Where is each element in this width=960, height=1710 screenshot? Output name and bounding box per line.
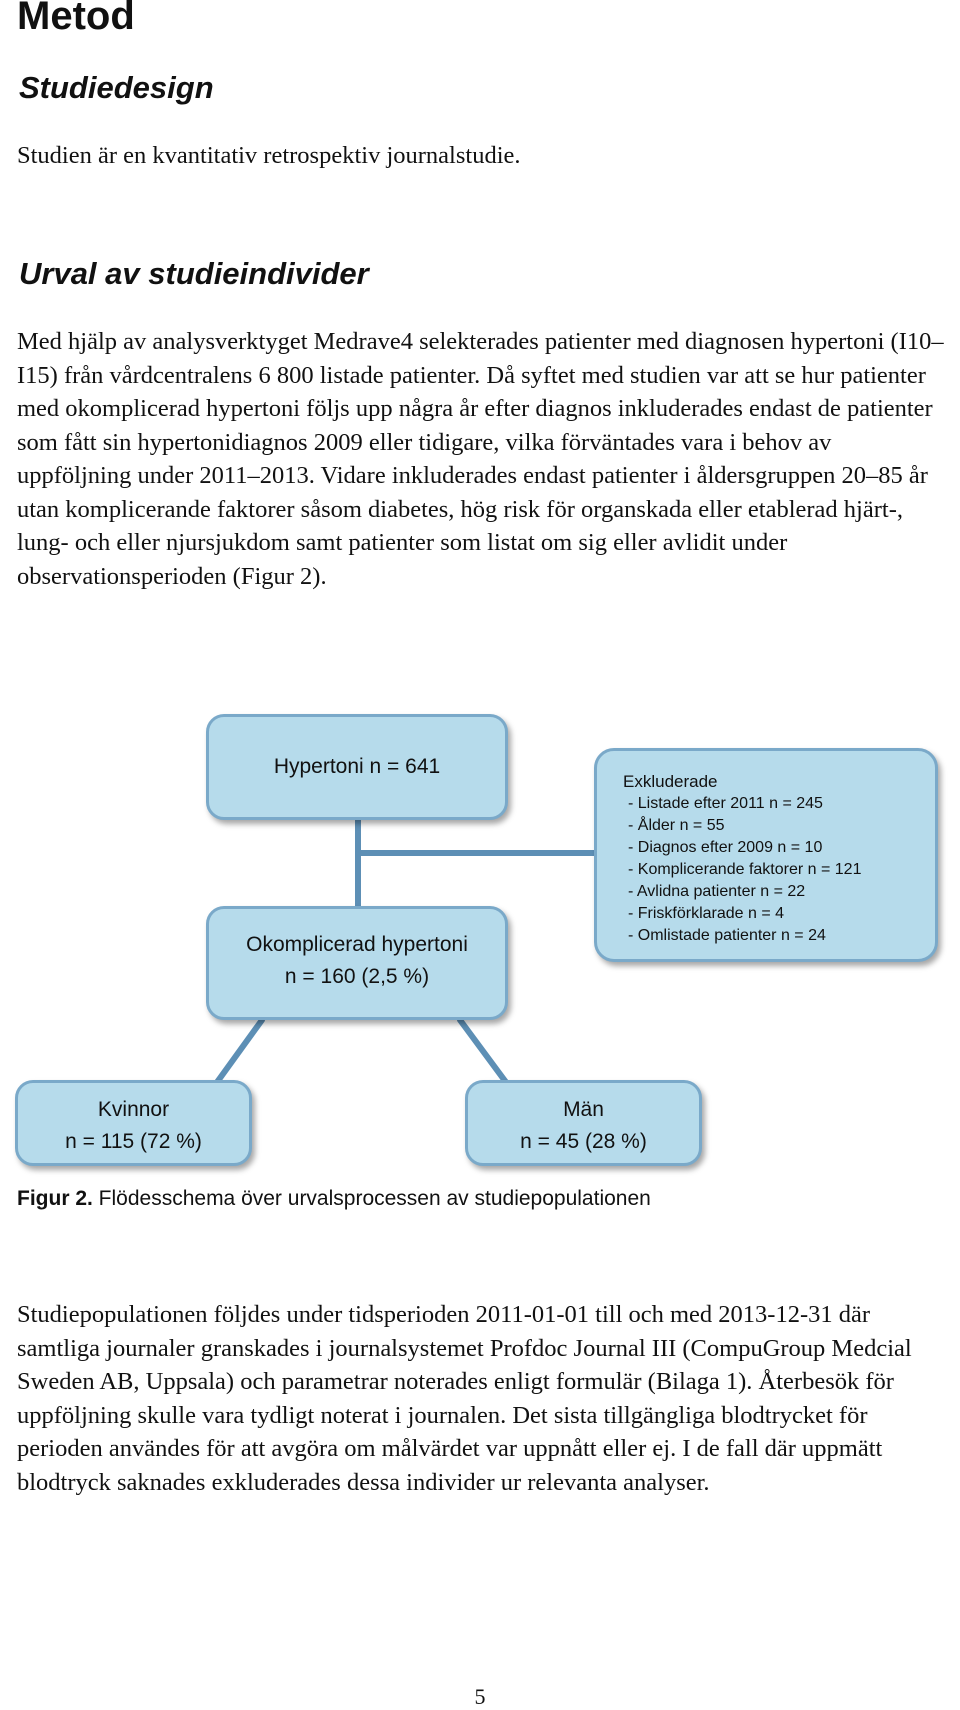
excluded-item: - Ålder n = 55 xyxy=(628,817,725,834)
figure-caption xyxy=(17,1187,651,1211)
excluded-item: - Omlistade patienter n = 24 xyxy=(628,927,826,944)
connector-to-men xyxy=(460,1020,508,1085)
paragraph-urval: Med hjälp av analysverktyget Medrave4 selekterades patienter med diagnosen hypertoni (I10–I15) från vårdcentralens 6 800 listade patienter. Då syftet med studien var att se hur patienter med okomplicerad hypertoni följs upp några år efter diagnos inkluderades endast de patienter som fått sin hypertonidiagnos 2009 eller tidigare, vilka förväntades vara i behov av uppföljning under 2011–2013. Vidare inkluderades endast patienter i åldersgruppen 20–85 år utan komplicerande faktorer såsom diabetes, hög risk för organskada eller etablerad hjärt-, lung- och eller njursjukdom samt patienter som listat om sig eller avlidit under observationsperioden (Figur 2). xyxy=(17,328,944,590)
okomplicerad-label: Okomplicerad hypertoni xyxy=(246,933,468,956)
excluded-item: - Friskförklarade n = 4 xyxy=(628,905,785,922)
women-label: Kvinnor xyxy=(97,1098,170,1121)
excluded-title: Exkluderade xyxy=(623,772,718,791)
caption-text: Flödesschema över urvalsprocessen av studiepopulationen xyxy=(92,1187,651,1210)
connector-to-women xyxy=(215,1020,262,1085)
women-count: n = 115 (72 %) xyxy=(65,1130,202,1153)
men-label: Män xyxy=(563,1098,604,1121)
okomplicerad-count: n = 160 (2,5 %) xyxy=(284,965,430,988)
flow-box-women xyxy=(15,1080,252,1166)
flow-box-men xyxy=(465,1080,702,1166)
excluded-item: - Avlidna patienter n = 22 xyxy=(628,883,806,900)
flow-box-okomplicerad xyxy=(206,906,508,1020)
flow-box-hypertoni xyxy=(206,714,508,820)
excluded-item: - Listade efter 2011 n = 245 xyxy=(628,795,823,812)
section-title-urval: Urval av studieindivider xyxy=(19,256,369,291)
excluded-item: - Diagnos efter 2009 n = 10 xyxy=(628,839,823,856)
paragraph-studiedesign: Studien är en kvantitativ retrospektiv journalstudie. xyxy=(17,142,521,169)
excluded-item: - Komplicerande faktorer n = 121 xyxy=(628,861,862,878)
section-title-studiedesign: Studiedesign xyxy=(19,70,214,105)
flow-box-excluded xyxy=(594,748,938,962)
caption-label: Figur 2. xyxy=(17,1187,93,1210)
page-heading: Metod xyxy=(17,0,135,38)
paragraph-studiepopulation: Studiepopulationen följdes under tidsperioden 2011-01-01 till och med 2013-12-31 där samtliga journaler granskades i journalsystemet Profdoc Journal III (CompuGroup Medcial Sweden AB, Uppsala) och parametrar noterades enligt formulär (Bilaga 1). Återbesök för uppföljning skulle vara tydligt noterat i journalen. Det sista tillgängliga blodtrycket för perioden användes för att avgöra om målvärdet var uppnått eller ej. I de fall där uppmätt blodtryck saknades exkluderades dessa individer ur relevanta analyser. xyxy=(17,1301,912,1496)
hypertoni-label: Hypertoni n = 641 xyxy=(273,755,441,778)
page-number: 5 xyxy=(474,1684,486,1709)
men-count: n = 45 (28 %) xyxy=(520,1130,647,1153)
